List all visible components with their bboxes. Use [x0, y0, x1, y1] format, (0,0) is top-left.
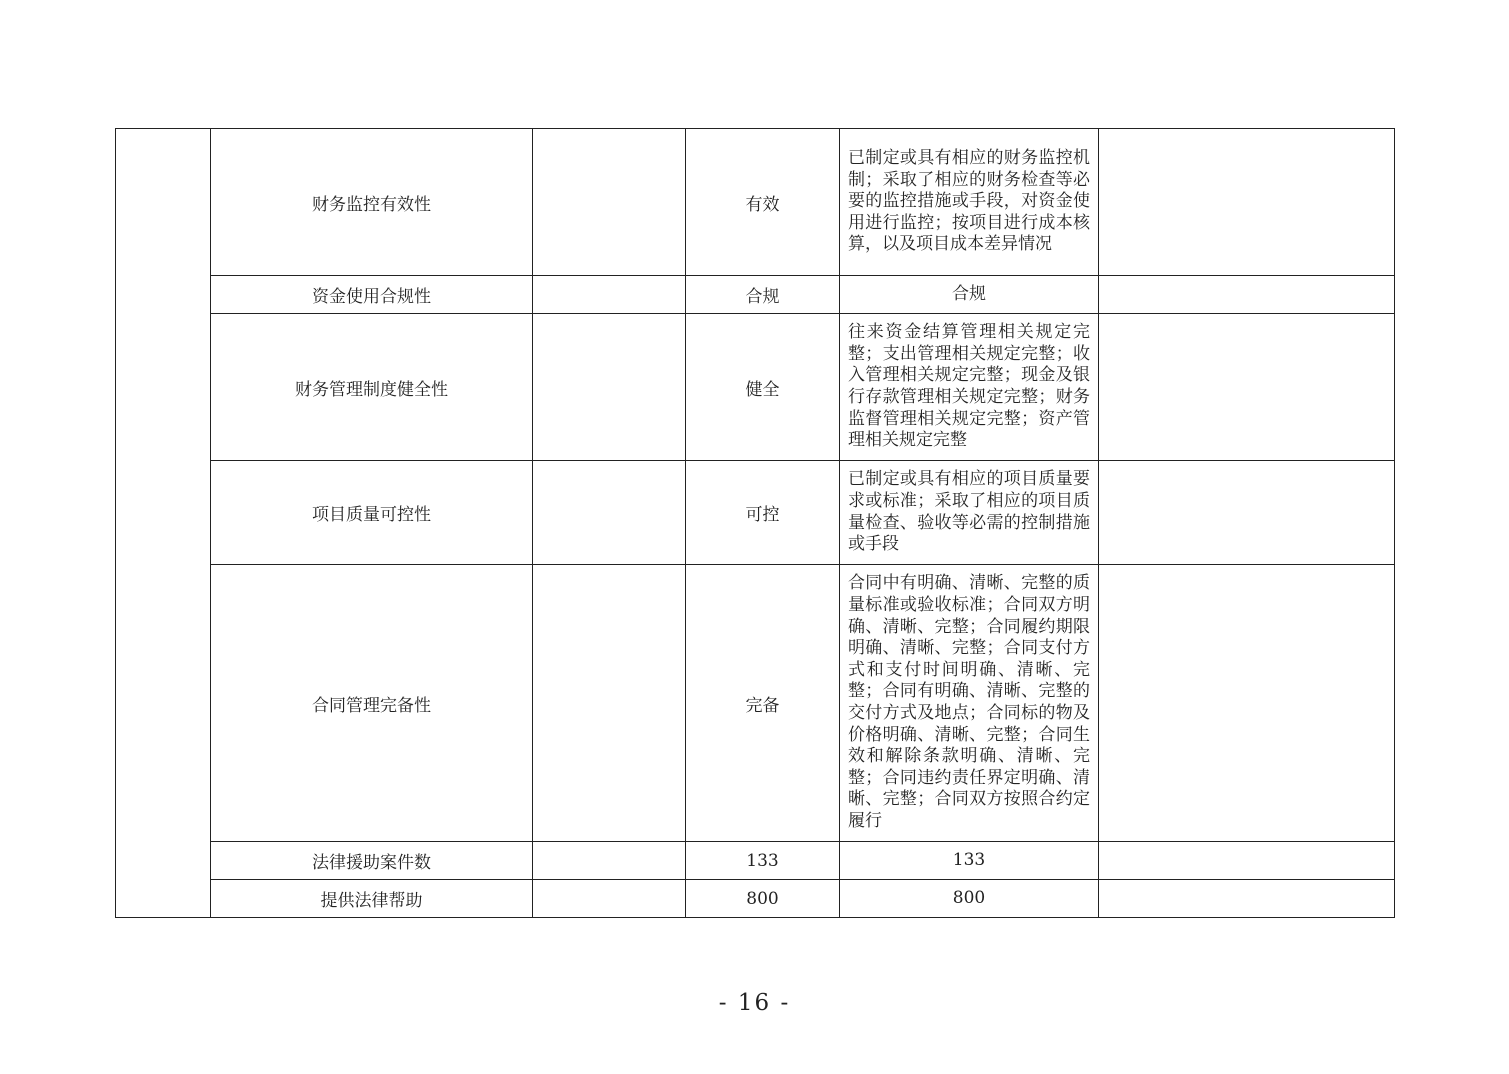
remark-cell	[1099, 565, 1395, 842]
remark-cell	[1099, 314, 1395, 461]
remark-cell	[1099, 842, 1395, 880]
indicator-name: 财务管理制度健全性	[211, 314, 533, 461]
indicator-value: 133	[686, 842, 840, 880]
target-cell	[533, 276, 686, 314]
indicator-name: 财务监控有效性	[211, 129, 533, 276]
table-row	[116, 276, 1395, 314]
indicator-value: 800	[686, 880, 840, 918]
indicator-name: 提供法律帮助	[211, 880, 533, 918]
remark-cell	[1099, 880, 1395, 918]
performance-indicator-table	[115, 128, 1395, 918]
target-cell	[533, 314, 686, 461]
indicator-value: 有效	[686, 129, 840, 276]
indicator-standard: 合同中有明确、清晰、完整的质量标准或验收标准；合同双方明确、清晰、完整；合同履约期限明确、清晰、完整；合同支付方式和支付时间明确、清晰、完整；合同有明确、清晰、完整的交付方式及地点；合同标的物及价格明确、清晰、完整；合同生效和解除条款明确、清晰、完整；合同违约责任界定明确、清晰、完整；合同双方按照合约定履行	[840, 565, 1099, 842]
indicator-value: 可控	[686, 461, 840, 565]
indicator-standard: 往来资金结算管理相关规定完整；支出管理相关规定完整；收入管理相关规定完整；现金及银行存款管理相关规定完整；财务监督管理相关规定完整；资产管理相关规定完整	[840, 314, 1099, 461]
table-row	[116, 461, 1395, 565]
indicator-standard: 已制定或具有相应的财务监控机制；采取了相应的财务检查等必要的监控措施或手段，对资金使用进行监控；按项目进行成本核算，以及项目成本差异情况	[840, 129, 1099, 276]
target-cell	[533, 565, 686, 842]
table-row	[116, 129, 1395, 276]
indicator-standard: 合规	[840, 276, 1099, 314]
indicator-value: 合规	[686, 276, 840, 314]
table-row	[116, 565, 1395, 842]
remark-cell	[1099, 461, 1395, 565]
remark-cell	[1099, 129, 1395, 276]
indicator-value: 健全	[686, 314, 840, 461]
indicator-standard: 已制定或具有相应的项目质量要求或标准；采取了相应的项目质量检查、验收等必需的控制措施或手段	[840, 461, 1099, 565]
indicator-name: 法律援助案件数	[211, 842, 533, 880]
target-cell	[533, 129, 686, 276]
target-cell	[533, 880, 686, 918]
table-row	[116, 842, 1395, 880]
indicator-value: 完备	[686, 565, 840, 842]
indicator-name: 项目质量可控性	[211, 461, 533, 565]
category-cell	[116, 129, 211, 918]
indicator-standard: 800	[840, 880, 1099, 918]
target-cell	[533, 842, 686, 880]
page-number: - 16 -	[718, 990, 791, 1016]
target-cell	[533, 461, 686, 565]
indicator-standard: 133	[840, 842, 1099, 880]
table-row	[116, 880, 1395, 918]
table-row	[116, 314, 1395, 461]
indicator-name: 合同管理完备性	[211, 565, 533, 842]
indicator-name: 资金使用合规性	[211, 276, 533, 314]
remark-cell	[1099, 276, 1395, 314]
